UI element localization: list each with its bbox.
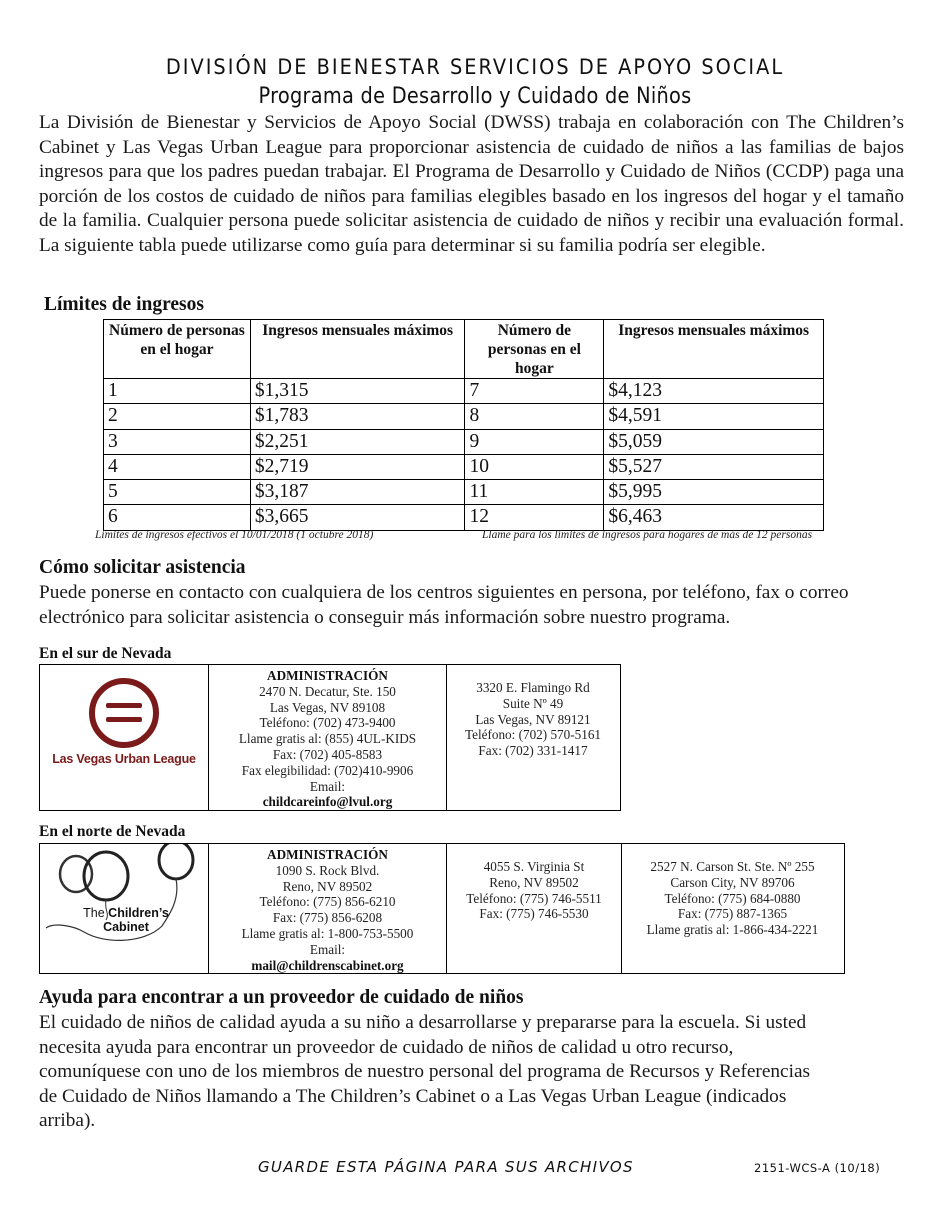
save-page-notice: GUARDE ESTA PÁGINA PARA SUS ARCHIVOS xyxy=(258,1158,634,1176)
urban-league-logo-text: Las Vegas Urban League xyxy=(52,752,196,766)
address-line: 4055 S. Virginia St xyxy=(483,859,585,874)
intro-paragraph: La División de Bienestar y Servicios de Apoyo Social (DWSS) trabaja en colaboración con The Children’s Cabinet y Las Vegas Urban League para proporcionar asistencia de cuidado de niños a las familias de bajos ingresos para que los padres puedan trabajar. El Programa de Desarrollo y Cuidado de Niños (CCDP) paga una porción de los costos de cuidado de niños para familias elegibles basado en los ingresos del hogar y el tamaño de la familia. Cualquier persona puede solicitar asistencia de cuidado de niños y recibir una evaluación formal. La siguiente tabla puede utilizarse como guía para determinar si su familia podría ser elegible. xyxy=(39,112,904,256)
column-header-max-income: Ingresos mensuales máximos xyxy=(604,320,824,379)
email-label: Email: xyxy=(309,778,346,794)
southern-nevada-label: En el sur de Nevada xyxy=(39,645,172,662)
household-size-cell: 6 xyxy=(104,505,251,530)
address-line: Reno, NV 89502 xyxy=(282,878,373,894)
table-row xyxy=(104,429,824,454)
large-household-note: Llame para los límites de ingresos para hogares de más de 12 personas xyxy=(482,529,813,541)
email-label: Email: xyxy=(309,941,346,957)
urban-league-equal-sign-icon xyxy=(40,665,208,809)
income-limits-heading: Límites de ingresos xyxy=(44,294,204,315)
household-size-cell: 4 xyxy=(104,454,251,479)
max-income-cell: $4,123 xyxy=(604,379,824,404)
paragraph-line: arriba). xyxy=(39,1110,96,1131)
household-size-cell: 5 xyxy=(104,480,251,505)
paragraph-line: comuníquese con uno de los miembros de nuestro personal del programa de Recursos y Referencias xyxy=(39,1061,811,1082)
toll-free-line: Llame gratis al: 1-866-434-2221 xyxy=(646,922,819,938)
eligibility-fax-line: Fax elegibilidad: (702)410-9906 xyxy=(241,762,414,778)
address-line: Reno, NV 89502 xyxy=(489,874,579,890)
document-subtitle: Programa de Desarrollo y Cuidado de Niños xyxy=(258,84,692,109)
phone-line: Teléfono: (775) 746-5511 xyxy=(466,890,602,906)
how-to-apply-paragraph: Puede ponerse en contacto con cualquiera de los centros siguientes en persona, por teléfono, fax o correo electrónico para solicitar asistencia o conseguir más información sobre nuestro programa. xyxy=(39,582,849,628)
admin-title: ADMINISTRACIÓN xyxy=(267,668,388,683)
toll-free-line: Llame gratis al: (855) 4UL-KIDS xyxy=(238,731,417,747)
income-limits-table xyxy=(103,319,824,531)
logo-word-childrens: Children’s xyxy=(108,906,169,920)
south-admin-office xyxy=(208,665,446,810)
address-line: Carson City, NV 89706 xyxy=(670,874,795,890)
southern-nevada-contacts xyxy=(39,664,621,811)
las-vegas-urban-league-logo xyxy=(40,665,208,810)
how-to-apply-heading: Cómo solicitar asistencia xyxy=(39,557,246,578)
paragraph-line: necesita ayuda para encontrar un proveedor de cuidado de niños de calidad u otro recurso, xyxy=(39,1036,734,1058)
email-link[interactable]: mail@childrenscabinet.org xyxy=(251,957,404,973)
table-row xyxy=(104,454,824,479)
address-line: 3320 E. Flamingo Rd xyxy=(476,680,590,695)
column-header-household-size: Número de personas en el hogar xyxy=(104,320,251,379)
admin-title: ADMINISTRACIÓN xyxy=(267,847,388,862)
paragraph-line: de Cuidado de Niños llamando a The Children’s Cabinet o a Las Vegas Urban League (indicados xyxy=(39,1085,787,1107)
north-admin-office xyxy=(208,844,446,973)
phone-line: Teléfono: (702) 570-5161 xyxy=(464,727,602,743)
household-size-cell: 1 xyxy=(104,379,251,404)
max-income-cell: $2,251 xyxy=(250,429,465,454)
logo-word-cabinet: Cabinet xyxy=(103,920,149,934)
table-row xyxy=(104,480,824,505)
virginia-st-office xyxy=(446,844,621,973)
fax-line: Fax: (775) 887-1365 xyxy=(677,906,788,922)
fax-line: Fax: (775) 856-6208 xyxy=(272,910,383,926)
household-size-cell: 8 xyxy=(465,404,604,429)
table-row xyxy=(104,404,824,429)
fax-line: Fax: (775) 746-5530 xyxy=(479,906,589,922)
balloons-icon xyxy=(44,844,204,954)
max-income-cell: $5,527 xyxy=(604,454,824,479)
household-size-cell: 3 xyxy=(104,429,251,454)
household-size-cell: 12 xyxy=(465,505,604,530)
childrens-cabinet-logo-text xyxy=(70,906,182,934)
northern-nevada-contacts xyxy=(39,843,845,974)
table-row xyxy=(104,505,824,530)
max-income-cell: $1,315 xyxy=(250,379,465,404)
phone-line: Teléfono: (702) 473-9400 xyxy=(259,715,396,731)
table-header-row xyxy=(104,320,824,379)
address-line: Suite Nº 49 xyxy=(502,695,564,711)
max-income-cell: $3,665 xyxy=(250,505,465,530)
household-size-cell: 11 xyxy=(465,480,604,505)
address-line: Las Vegas, NV 89108 xyxy=(269,699,386,715)
table-row xyxy=(104,379,824,404)
max-income-cell: $1,783 xyxy=(250,404,465,429)
email-link[interactable]: childcareinfo@lvul.org xyxy=(262,794,393,810)
address-line: 2470 N. Decatur, Ste. 150 xyxy=(259,683,396,699)
max-income-cell: $4,591 xyxy=(604,404,824,429)
max-income-cell: $5,995 xyxy=(604,480,824,505)
find-provider-heading: Ayuda para encontrar a un proveedor de cuidado de niños xyxy=(39,987,524,1008)
fax-line: Fax: (702) 331-1417 xyxy=(478,743,588,759)
income-effective-date-note: Límites de ingresos efectivos el 10/01/2018 (1 octubre 2018) xyxy=(95,529,374,541)
find-provider-paragraph xyxy=(39,1011,909,1134)
max-income-cell: $3,187 xyxy=(250,480,465,505)
column-header-max-income: Ingresos mensuales máximos xyxy=(250,320,465,379)
household-size-cell: 7 xyxy=(465,379,604,404)
flamingo-office xyxy=(446,665,619,810)
logo-word-the: The xyxy=(83,906,105,920)
household-size-cell: 9 xyxy=(465,429,604,454)
max-income-cell: $2,719 xyxy=(250,454,465,479)
northern-nevada-label: En el norte de Nevada xyxy=(39,823,186,840)
address-line: Las Vegas, NV 89121 xyxy=(475,711,591,727)
childrens-cabinet-logo xyxy=(40,844,208,973)
household-size-cell: 2 xyxy=(104,404,251,429)
household-size-cell: 10 xyxy=(465,454,604,479)
carson-city-office xyxy=(621,844,843,973)
address-line: 1090 S. Rock Blvd. xyxy=(275,862,380,878)
form-code: 2151-WCS-A (10/18) xyxy=(754,1161,881,1175)
max-income-cell: $6,463 xyxy=(604,505,824,530)
max-income-cell: $5,059 xyxy=(604,429,824,454)
toll-free-line: Llame gratis al: 1-800-753-5500 xyxy=(241,925,414,941)
fax-line: Fax: (702) 405-8583 xyxy=(272,746,383,762)
phone-line: Teléfono: (775) 684-0880 xyxy=(664,890,801,906)
paragraph-line: El cuidado de niños de calidad ayuda a su niño a desarrollarse y prepararse para la escuela. Si usted xyxy=(39,1012,807,1033)
address-line: 2527 N. Carson St. Ste. Nº 255 xyxy=(650,859,815,874)
column-header-household-size: Número de personas en el hogar xyxy=(465,320,604,379)
phone-line: Teléfono: (775) 856-6210 xyxy=(259,894,396,910)
document-title: DIVISIÓN DE BIENESTAR SERVICIOS DE APOYO SOCIAL xyxy=(165,55,785,79)
